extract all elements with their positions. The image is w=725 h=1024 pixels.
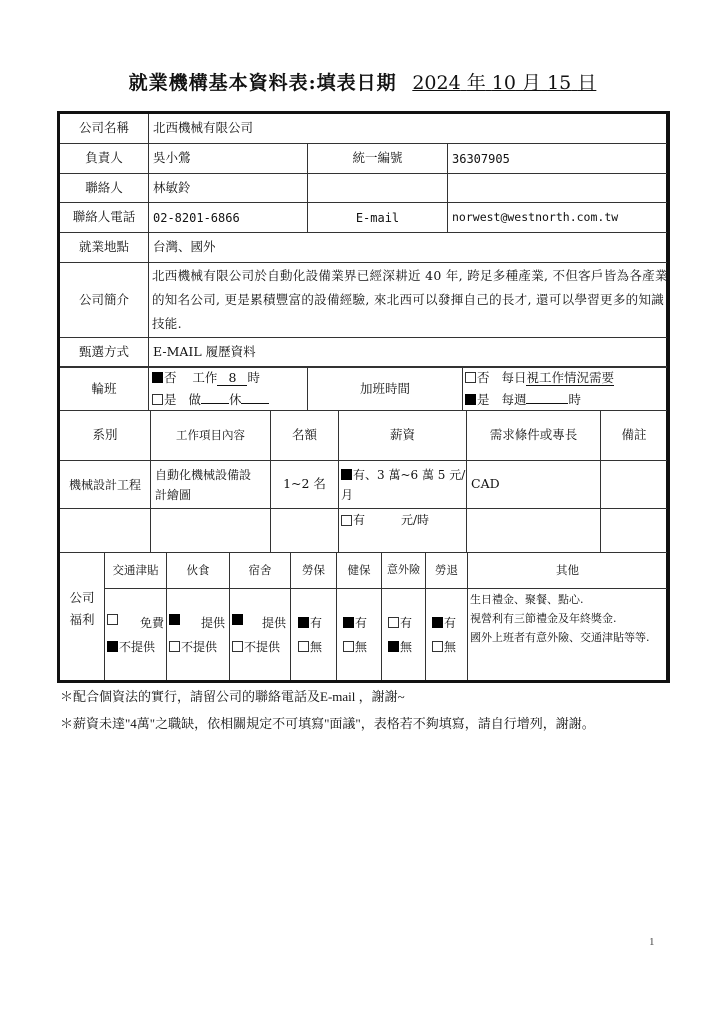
- selection-value[interactable]: E-MAIL 履歷資料: [153, 343, 256, 359]
- overtime-yes-label: 是: [477, 392, 490, 407]
- benefit-health-insurance-opt2-checkbox[interactable]: [343, 641, 354, 652]
- col-divider: [462, 367, 463, 410]
- shift-work-label: 工作: [192, 370, 218, 385]
- location-value[interactable]: 台灣、國外: [153, 239, 216, 255]
- owner-label: 負責人: [85, 150, 123, 166]
- fill-date-year: 2024: [412, 72, 461, 94]
- intro-value[interactable]: 北西機械有限公司於自動化設備業界已經深耕近 40 年, 跨足多種產業, 不但客戶皆為各產業的知名公司, 更是累積豐富的設備經驗, 來北西可以發揮自己的長才, 還可以學習更多的知識技能.: [152, 268, 668, 331]
- overtime-no-option: [465, 369, 614, 387]
- overtime-no-label: 否: [477, 370, 490, 385]
- benefit-accident-insurance-opt1-label: 有: [400, 615, 413, 630]
- overtime-label: 加班時間: [359, 380, 410, 396]
- overtime-options: [465, 368, 667, 410]
- overtime-yes-checkbox[interactable]: [465, 394, 476, 405]
- benefit-header-health-insurance: 健保: [347, 562, 371, 577]
- overtime-hours-unit: 時: [568, 392, 581, 407]
- note-privacy: ＊配合個資法的實行，請留公司的聯絡電話及E-mail ，謝謝~: [60, 689, 405, 704]
- shift-work-hours[interactable]: 8: [217, 371, 247, 386]
- benefit-meals-opt2-checkbox[interactable]: [169, 641, 180, 652]
- benefit-meals-opt2-label: 不提供: [181, 639, 218, 654]
- jobs-header-requirements: 需求條件或專長: [489, 427, 578, 443]
- jobs-header-salary: 薪資: [389, 427, 415, 443]
- salary-text: 、3 萬~6 萬 5 元/月: [341, 467, 466, 502]
- job-salary[interactable]: [341, 509, 466, 531]
- empty-cell: [308, 174, 447, 202]
- job-department[interactable]: 機械設計工程: [68, 477, 141, 492]
- fill-date-day: 15: [547, 72, 572, 94]
- tax-id-value[interactable]: 36307905: [452, 151, 510, 166]
- benefit-health-insurance-opt2-label: 無: [355, 639, 368, 654]
- overtime-no-checkbox[interactable]: [465, 372, 476, 383]
- shift-yes-option: [152, 389, 269, 409]
- fill-date-day-unit: 日: [577, 72, 597, 94]
- job-remarks[interactable]: [601, 509, 667, 552]
- job-requirements[interactable]: [467, 509, 600, 552]
- job-salary[interactable]: [341, 461, 466, 508]
- benefit-pension-opt2-checkbox[interactable]: [432, 641, 443, 652]
- benefit-accident-insurance-opt1-checkbox[interactable]: [388, 617, 399, 628]
- shift-options: [151, 368, 307, 410]
- phone-value[interactable]: 02-8201-6866: [153, 210, 240, 225]
- salary-monthly-checkbox[interactable]: [341, 469, 352, 480]
- benefit-meals-opt1-checkbox[interactable]: [169, 614, 180, 625]
- benefit-labor-insurance-opt2-checkbox[interactable]: [298, 641, 309, 652]
- benefit-header-accident-insurance: 意外險: [387, 563, 420, 577]
- shift-rest-label: 休: [228, 392, 242, 407]
- jobs-header-department: 系別: [92, 427, 118, 443]
- shift-hours-unit: 時: [247, 370, 260, 385]
- overtime-weekly-label: 每週: [501, 392, 527, 407]
- page-number: 1: [649, 936, 655, 948]
- benefit-health-insurance-opt1-label: 有: [355, 615, 368, 630]
- job-requirements[interactable]: CAD: [471, 476, 500, 492]
- benefit-transport-opt1-checkbox[interactable]: [107, 614, 118, 625]
- contact-value[interactable]: 林敏鈴: [153, 179, 191, 195]
- fill-date-month-unit: 月: [522, 72, 542, 94]
- benefit-header-other: 其他: [556, 562, 579, 577]
- location-label: 就業地點: [78, 239, 129, 255]
- benefit-header-transport: 交通津貼: [112, 562, 159, 577]
- job-content[interactable]: 自動化機械設備設計繪圖: [155, 467, 252, 502]
- shift-do-blank[interactable]: [201, 389, 229, 404]
- salary-prefix: 有: [353, 467, 366, 482]
- selection-label: 甄選方式: [78, 343, 129, 359]
- benefit-labor-insurance-opt1-label: 有: [310, 615, 323, 630]
- benefit-dorm-opt2-label: 不提供: [244, 639, 281, 654]
- benefit-dorm-opt2-checkbox[interactable]: [232, 641, 243, 652]
- shift-no-checkbox[interactable]: [152, 372, 163, 383]
- shift-do-label: 做: [188, 392, 201, 407]
- overtime-yes-option: [465, 389, 614, 409]
- benefit-header-labor-insurance: 勞保: [302, 562, 325, 577]
- job-remarks[interactable]: [601, 461, 667, 508]
- benefit-transport: [107, 589, 166, 680]
- company-name-value[interactable]: 北西機械有限公司: [153, 120, 254, 136]
- contact-label: 聯絡人: [85, 179, 123, 195]
- jobs-header-content: 工作項目內容: [176, 427, 245, 442]
- benefit-labor-insurance: [298, 589, 336, 680]
- benefit-transport-opt2-label: 不提供: [119, 639, 156, 654]
- shift-yes-label: 是: [164, 392, 177, 407]
- benefit-accident-insurance: [388, 589, 425, 680]
- row-divider: [60, 262, 667, 263]
- benefit-other-line: 國外上班者有意外險、交通津貼等等.: [470, 631, 650, 644]
- benefit-accident-insurance-opt2-checkbox[interactable]: [388, 641, 399, 652]
- benefit-other-line: 生日禮金、聚餐、點心.: [470, 593, 584, 606]
- benefit-labor-insurance-opt1-checkbox[interactable]: [298, 617, 309, 628]
- job-content[interactable]: [151, 509, 270, 552]
- job-department[interactable]: [60, 509, 150, 552]
- benefit-other[interactable]: [470, 590, 667, 680]
- overtime-daily-label: 每日: [501, 370, 527, 385]
- fill-date: [412, 72, 596, 94]
- benefit-pension-opt2-label: 無: [444, 639, 457, 654]
- benefits-label: 公司福利: [69, 590, 95, 627]
- benefit-transport-opt2-checkbox[interactable]: [107, 641, 118, 652]
- intro-label: 公司簡介: [78, 291, 129, 307]
- benefit-dorm: [232, 589, 290, 680]
- shift-rest-blank[interactable]: [241, 389, 269, 404]
- owner-value[interactable]: 吳小鶯: [153, 150, 191, 166]
- benefit-transport-opt1-label: 免費: [139, 615, 164, 630]
- shift-no-option: [152, 369, 269, 387]
- benefit-pension-opt1-checkbox[interactable]: [432, 617, 443, 628]
- salary-hourly-checkbox[interactable]: [341, 515, 352, 526]
- benefit-pension-opt1-label: 有: [444, 615, 457, 630]
- benefit-meals-opt1-label: 提供: [200, 615, 225, 630]
- email-value[interactable]: norwest@westnorth.com.tw: [452, 209, 619, 224]
- overtime-daily-value[interactable]: 視工作情況需要: [526, 370, 614, 385]
- benefit-header-pension: 勞退: [435, 562, 458, 577]
- benefit-pension: [432, 589, 467, 680]
- fill-date-year-unit: 年: [466, 72, 486, 94]
- salary-prefix: 有: [353, 513, 366, 527]
- benefit-dorm-opt1-label: 提供: [261, 615, 286, 630]
- jobs-header-remarks: 備註: [621, 427, 647, 443]
- benefit-dorm-opt1-checkbox[interactable]: [232, 614, 243, 625]
- company-name-label: 公司名稱: [78, 120, 129, 136]
- form-title: [0, 68, 725, 95]
- tax-id-label: 統一編號: [352, 150, 403, 166]
- benefit-health-insurance: [343, 589, 381, 680]
- benefit-health-insurance-opt1-checkbox[interactable]: [343, 617, 354, 628]
- overtime-weekly-blank[interactable]: [526, 389, 568, 404]
- shift-label: 輪班: [91, 380, 117, 396]
- fill-date-month: 10: [491, 72, 516, 94]
- shift-yes-checkbox[interactable]: [152, 394, 163, 405]
- empty-cell: [448, 174, 667, 202]
- form-title-text: 就業機構基本資料表:填表日期: [128, 72, 397, 94]
- shift-no-label: 否: [164, 370, 177, 385]
- benefit-accident-insurance-opt2-label: 無: [400, 639, 413, 654]
- benefit-labor-insurance-opt2-label: 無: [310, 639, 323, 654]
- jobs-header-quota: 名額: [291, 427, 317, 443]
- note-salary: ＊薪資未達"4萬"之職缺，依相關規定不可填寫"面議"，表格若不夠填寫，請自行增列，謝謝。: [60, 716, 595, 731]
- job-quota[interactable]: [271, 509, 338, 552]
- salary-text: 元/時: [401, 513, 430, 527]
- job-quota[interactable]: 1~2 名: [283, 476, 326, 492]
- benefit-header-meals: 伙食: [186, 562, 210, 577]
- benefit-header-dorm: 宿舍: [248, 562, 272, 577]
- phone-label: 聯絡人電話: [72, 209, 136, 225]
- email-label: E-mail: [355, 210, 400, 225]
- benefit-other-line: 視營利有三節禮金及年終獎金.: [470, 612, 617, 625]
- benefit-meals: [169, 589, 229, 680]
